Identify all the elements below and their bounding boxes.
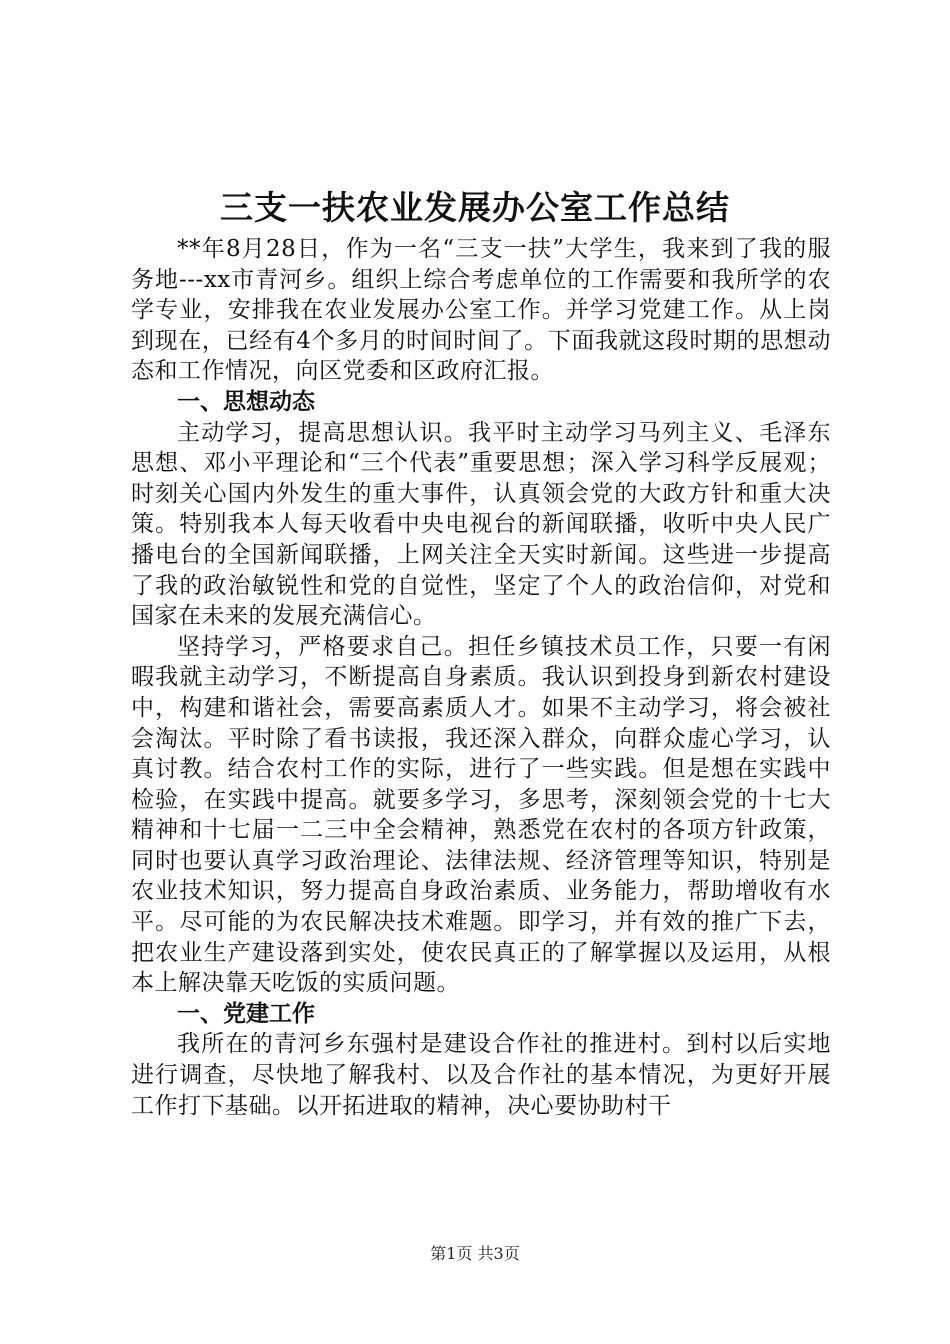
document-body [131, 234, 831, 1121]
section-paragraph: 我所在的青河乡东强村是建设合作社的推进村。到村以后实地进行调查，尽快地了解我村、以及合作社的基本情况，为更好开展工作打下基础。以开拓进取的精神，决心要协助村干 [131, 1031, 831, 1119]
intro-paragraph: **年8月28日，作为一名“三支一扶”大学生，我来到了我的服务地---xx市青河乡。组织上综合考虑单位的工作需要和我所学的农学专业，安排我在农业发展办公室工作。并学习党建工作。从上岗到现在，已经有4个多月的时间时间了。下面我就这段时期的思想动态和工作情况，向区党委和区政府汇报。 [131, 236, 831, 385]
page-number-footer: 第1页 共3页 [430, 1244, 520, 1263]
section-paragraph: 主动学习，提高思想认识。我平时主动学习马列主义、毛泽东思想、邓小平理论和“三个代表”重要思想；深入学习科学反展观；时刻关心国内外发生的重大事件，认真领会党的大政方针和重大决策。特别我本人每天收看中央电视台的新闻联播，收听中央人民广播电台的全国新闻联播，上网关注全天实时新闻。这些进一步提高了我的政治敏锐性和党的自觉性，坚定了个人的政治信仰，对党和国家在未来的发展充满信心。 [131, 419, 831, 630]
section-paragraph: 坚持学习，严格要求自己。担任乡镇技术员工作，只要一有闲暇我就主动学习，不断提高自身素质。我认识到投身到新农村建设中，构建和谐社会，需要高素质人才。如果不主动学习，将会被社会淘汰。平时除了看书读报，我还深入群众，向群众虚心学习，认真讨教。结合农村工作的实际，进行了一些实践。但是想在实践中检验，在实践中提高。就要多学习，多思考，深刻领会党的十七大精神和十七届一二三中全会精神，熟悉党在农村的各项方针政策，同时也要认真学习政治理论、法律法规、经济管理等知识，特别是农业技术知识，努力提高自身政治素质、业务能力，帮助增收有水平。尽可能的为农民解决技术难题。即学习，并有效的推广下去，把农业生产建设落到实处，使农民真正的了解掌握以及运用，从根本上解决靠天吃饭的实质问题。 [131, 633, 831, 997]
document-title: 三支一扶农业发展办公室工作总结 [220, 188, 730, 227]
section-heading-party-building: 一、党建工作 [177, 1000, 315, 1027]
section-heading-thoughts: 一、思想动态 [177, 388, 315, 415]
